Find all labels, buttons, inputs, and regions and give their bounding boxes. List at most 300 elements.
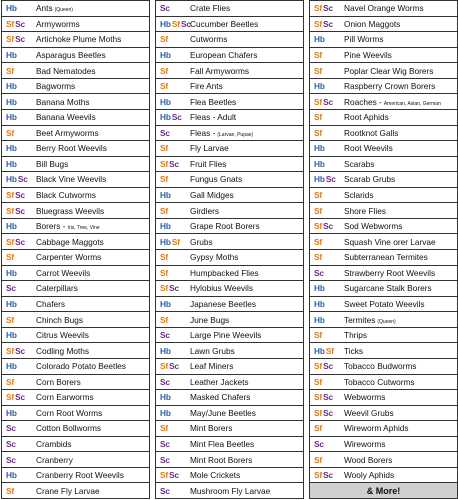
pest-row [310, 359, 457, 375]
pest-row [156, 250, 303, 266]
nematode-code-hb: Hb [160, 392, 171, 403]
pest-name-text: Citrus Weevils [36, 330, 89, 341]
pest-name-text: Root Aphids [344, 112, 389, 123]
nematode-code-hb: Hb [314, 314, 325, 325]
nematode-codes [310, 50, 344, 60]
pest-row [310, 250, 457, 266]
nematode-codes [2, 330, 36, 340]
pest-name [36, 330, 149, 340]
pest-note: (Queen) [377, 318, 396, 325]
pest-name [344, 470, 457, 480]
pest-row [310, 421, 457, 437]
nematode-code-sf: Sf [6, 314, 15, 325]
pest-name [344, 50, 457, 60]
nematode-code-sf: Sf [314, 252, 323, 263]
pest-name-text: Crambids [36, 439, 72, 450]
nematode-code-sc: Sc [325, 174, 336, 185]
pest-name-text: Pill Worms [344, 34, 384, 45]
pest-row [310, 266, 457, 282]
pest-name-text: Armyworms [36, 18, 80, 29]
nematode-code-sf: Sf [6, 205, 15, 216]
nematode-codes [310, 299, 344, 309]
nematode-codes [156, 346, 190, 356]
nematode-code-sc: Sc [323, 407, 334, 418]
pest-row [156, 141, 303, 157]
nematode-code-sf: Sf [160, 174, 169, 185]
pest-name [190, 112, 303, 122]
pest-name-text: Cranberry [36, 454, 73, 465]
nematode-code-sf: Sf [314, 3, 323, 14]
pest-row [156, 17, 303, 33]
pest-name-text: Gypsy Moths [190, 252, 239, 263]
nematode-code-hb: Hb [314, 283, 325, 294]
pest-row [156, 483, 303, 498]
pest-name [344, 112, 457, 122]
nematode-codes [2, 455, 36, 465]
nematode-codes [156, 66, 190, 76]
nematode-code-sc: Sc [15, 236, 26, 247]
pest-name-text: Asparagus Beetles [36, 49, 106, 60]
nematode-codes [156, 361, 190, 371]
pest-name-text: Flea Beetles [190, 96, 237, 107]
nematode-codes [310, 283, 344, 293]
nematode-code-sf: Sf [314, 65, 323, 76]
nematode-codes [2, 34, 36, 44]
nematode-codes [156, 423, 190, 433]
pest-row [2, 266, 149, 282]
nematode-codes [2, 346, 36, 356]
pest-name-text: Wireworm Aphids [344, 423, 409, 434]
nematode-code-sf: Sf [314, 112, 323, 123]
nematode-code-sf: Sf [314, 361, 323, 372]
nematode-codes [2, 299, 36, 309]
pest-row [156, 312, 303, 328]
nematode-code-sf: Sf [314, 49, 323, 60]
nematode-codes [156, 128, 190, 138]
pest-row [2, 281, 149, 297]
pest-row [310, 375, 457, 391]
nematode-code-sc: Sc [160, 127, 170, 138]
pest-name [36, 361, 149, 371]
nematode-codes [2, 50, 36, 60]
nematode-codes [2, 143, 36, 153]
nematode-code-sf: Sf [160, 158, 169, 169]
nematode-code-sc: Sc [6, 454, 16, 465]
nematode-codes [310, 112, 344, 122]
pest-name-text: Leaf Miners [190, 361, 234, 372]
nematode-codes [156, 3, 190, 13]
nematode-code-sc: Sc [323, 96, 334, 107]
pest-name-text: European Chafers [190, 49, 258, 60]
pest-name-text: Codling Moths [36, 345, 90, 356]
pest-row [156, 203, 303, 219]
nematode-code-hb: Hb [6, 267, 17, 278]
pest-name [190, 3, 303, 13]
nematode-codes [310, 81, 344, 91]
pest-name [344, 159, 457, 169]
nematode-codes [310, 66, 344, 76]
pest-name [36, 455, 149, 465]
pest-column-1 [1, 0, 150, 499]
nematode-code-sf: Sf [314, 454, 323, 465]
pest-name [190, 330, 303, 340]
nematode-code-hb: Hb [314, 174, 325, 185]
pest-row [156, 328, 303, 344]
nematode-code-sf: Sf [314, 423, 323, 434]
pest-name [190, 50, 303, 60]
nematode-code-hb: Hb [160, 407, 171, 418]
pest-row [2, 17, 149, 33]
pest-name [36, 486, 149, 496]
nematode-code-sc: Sc [323, 221, 334, 232]
pest-name [190, 206, 303, 216]
pest-name [190, 252, 303, 262]
pest-name [344, 315, 457, 325]
nematode-codes [156, 19, 190, 29]
pest-row [310, 17, 457, 33]
pest-name-text: Wooly Aphids [344, 470, 395, 481]
nematode-codes [310, 470, 344, 480]
pest-row [2, 312, 149, 328]
pest-name [344, 361, 457, 371]
pest-name-text: Corn Earworms [36, 392, 94, 403]
pest-name-text: Raspberry Crown Borers [344, 81, 436, 92]
nematode-codes [2, 19, 36, 29]
nematode-code-sf: Sf [314, 221, 323, 232]
pest-name [36, 81, 149, 91]
pest-name [344, 3, 457, 13]
pest-name [190, 34, 303, 44]
nematode-code-hb: Hb [160, 18, 171, 29]
pest-name [344, 423, 457, 433]
pest-row [2, 32, 149, 48]
nematode-codes [156, 439, 190, 449]
pest-row [156, 359, 303, 375]
pest-row [310, 452, 457, 468]
pest-name [190, 346, 303, 356]
nematode-code-hb: Hb [314, 345, 325, 356]
nematode-code-sc: Sc [169, 158, 180, 169]
nematode-code-hb: Hb [6, 174, 17, 185]
nematode-code-sc: Sc [160, 454, 170, 465]
nematode-codes [156, 377, 190, 387]
pest-name-text: Cotton Bollworms [36, 423, 102, 434]
pest-name-text: Banana Moths [36, 96, 90, 107]
nematode-code-sf: Sf [6, 190, 15, 201]
nematode-codes [2, 81, 36, 91]
pest-row [156, 126, 303, 142]
pest-name [36, 112, 149, 122]
pest-name [344, 299, 457, 309]
pest-row [2, 297, 149, 313]
pest-row [310, 437, 457, 453]
pest-name-text: Mint Flea Beetles [190, 439, 255, 450]
pest-name [344, 439, 457, 449]
pest-row [2, 94, 149, 110]
pest-name [190, 455, 303, 465]
nematode-code-sc: Sc [323, 18, 334, 29]
pest-name-text: Borers - [36, 221, 66, 232]
pest-name-text: Fruit Flies [190, 158, 227, 169]
pest-row [156, 188, 303, 204]
nematode-code-sc: Sc [15, 392, 26, 403]
pest-name [344, 81, 457, 91]
more-label [367, 486, 401, 496]
nematode-code-hb: Hb [6, 298, 17, 309]
nematode-codes [2, 408, 36, 418]
nematode-code-hb: Hb [6, 330, 17, 341]
pest-name-text: Tobacco Cutworms [344, 376, 415, 387]
nematode-code-sf: Sf [160, 361, 169, 372]
nematode-code-sf: Sf [6, 485, 15, 496]
nematode-codes [310, 34, 344, 44]
pest-name-text: Fire Ants [190, 81, 223, 92]
nematode-code-sf: Sf [314, 190, 323, 201]
pest-name-text: Black Cutworms [36, 190, 96, 201]
pest-row [310, 157, 457, 173]
pest-name [190, 377, 303, 387]
pest-name-text: Cranberry Root Weevils [36, 470, 124, 481]
pest-name-text: Lawn Grubs [190, 345, 235, 356]
pest-name-text: Scarabs [344, 158, 375, 169]
pest-name [190, 268, 303, 278]
nematode-codes [2, 3, 36, 13]
nematode-codes [156, 268, 190, 278]
nematode-code-sf: Sf [160, 314, 169, 325]
pest-name-text: Humpbacked Flies [190, 267, 259, 278]
nematode-codes [310, 252, 344, 262]
pest-row [310, 203, 457, 219]
pest-row [310, 1, 457, 17]
pest-name [190, 128, 303, 138]
nematode-codes [2, 283, 36, 293]
pest-name-text: Fungus Gnats [190, 174, 243, 185]
pest-row [310, 79, 457, 95]
pest-name-text: Chinch Bugs [36, 314, 84, 325]
pest-note: (Queen) [54, 7, 73, 14]
nematode-code-sf: Sf [171, 18, 180, 29]
nematode-code-sf: Sf [6, 252, 15, 263]
nematode-code-hb: Hb [160, 236, 171, 247]
pest-name [36, 50, 149, 60]
pest-name [190, 221, 303, 231]
nematode-codes [2, 128, 36, 138]
nematode-codes [310, 346, 344, 356]
pest-name-text: Carrot Weevils [36, 267, 91, 278]
pest-name [36, 252, 149, 262]
nematode-codes [2, 66, 36, 76]
nematode-codes [310, 97, 344, 107]
pest-name-text: Subterranean Termites [344, 252, 428, 263]
nematode-code-hb: Hb [314, 298, 325, 309]
nematode-code-sf: Sf [6, 345, 15, 356]
pest-name [344, 346, 457, 356]
pest-name [344, 34, 457, 44]
pest-row [2, 141, 149, 157]
nematode-code-hb: Hb [6, 112, 17, 123]
pest-name-text: Black Vine Weevils [36, 174, 107, 185]
nematode-codes [2, 315, 36, 325]
pest-name-text: Corn Root Worms [36, 407, 103, 418]
pest-note: American, Asian, German [383, 100, 441, 107]
pest-name [36, 159, 149, 169]
pest-row [156, 79, 303, 95]
pest-name [190, 97, 303, 107]
pest-name [36, 174, 149, 184]
nematode-code-sc: Sc [15, 18, 26, 29]
nematode-code-sf: Sf [314, 392, 323, 403]
pest-name [190, 299, 303, 309]
nematode-code-hb: Hb [6, 49, 17, 60]
pest-name [190, 19, 303, 29]
pest-name-text: Gall Midges [190, 190, 234, 201]
pest-name-text: Sugarcane Stalk Borers [344, 283, 432, 294]
nematode-codes [156, 221, 190, 231]
nematode-codes [156, 455, 190, 465]
pest-row [156, 437, 303, 453]
pest-name-text: Bill Bugs [36, 158, 69, 169]
pest-row [156, 219, 303, 235]
nematode-code-sf: Sf [6, 65, 15, 76]
pest-name-text: Mint Borers [190, 423, 233, 434]
nematode-codes [156, 486, 190, 496]
pest-name-text: Mole Crickets [190, 470, 241, 481]
nematode-code-sf: Sf [160, 65, 169, 76]
nematode-code-sc: Sc [160, 485, 170, 496]
pest-name [190, 470, 303, 480]
pest-name [190, 237, 303, 247]
pest-row [2, 375, 149, 391]
nematode-code-sc: Sc [169, 283, 180, 294]
nematode-codes [156, 252, 190, 262]
nematode-codes [310, 392, 344, 402]
pest-row [310, 406, 457, 422]
pest-name-text: Beet Armyworms [36, 127, 99, 138]
pest-name-text: Cucumber Beetles [190, 18, 259, 29]
pest-row [156, 1, 303, 17]
nematode-codes [2, 112, 36, 122]
pest-column-2 [155, 0, 304, 499]
pest-row [310, 312, 457, 328]
pest-name [190, 408, 303, 418]
nematode-codes [310, 377, 344, 387]
nematode-code-sf: Sf [314, 18, 323, 29]
pest-name [36, 423, 149, 433]
pest-name-text: Mint Root Borers [190, 454, 253, 465]
nematode-codes [2, 392, 36, 402]
nematode-code-hb: Hb [6, 221, 17, 232]
nematode-codes [156, 470, 190, 480]
pest-name [190, 392, 303, 402]
pest-name-text: Rootknot Galls [344, 127, 399, 138]
pest-row [156, 343, 303, 359]
nematode-code-hb: Hb [314, 34, 325, 45]
pest-name [344, 174, 457, 184]
nematode-code-hb: Hb [314, 81, 325, 92]
pest-name-text: Root Weevils [344, 143, 393, 154]
pest-name [36, 19, 149, 29]
pest-name-text: Pine Weevils [344, 49, 392, 60]
nematode-code-sf: Sf [314, 330, 323, 341]
nematode-code-hb: Hb [160, 190, 171, 201]
pest-name [36, 237, 149, 247]
pest-row [2, 110, 149, 126]
pest-name-text: Crane Fly Larvae [36, 485, 100, 496]
nematode-codes [2, 439, 36, 449]
pest-row [156, 234, 303, 250]
pest-name-text: Ants [36, 3, 53, 14]
pest-name-text: Fleas - [190, 127, 216, 138]
pest-name [36, 66, 149, 76]
pest-row [156, 452, 303, 468]
pest-name [344, 19, 457, 29]
pest-name [344, 377, 457, 387]
pest-note: (Larvae, Pupae) [217, 131, 254, 138]
nematode-codes [156, 159, 190, 169]
pest-row [310, 343, 457, 359]
pest-name-text: Grubs [190, 236, 213, 247]
pest-name-text: Weevil Grubs [344, 407, 394, 418]
pest-name-text: Ticks [344, 345, 364, 356]
nematode-codes [156, 315, 190, 325]
pest-name-text: Berry Root Weevils [36, 143, 107, 154]
nematode-codes [2, 190, 36, 200]
pest-name-text: Leather Jackets [190, 376, 249, 387]
pest-name-text: Bluegrass Weevils [36, 205, 105, 216]
pest-row [2, 157, 149, 173]
nematode-codes [156, 408, 190, 418]
pest-name-text: Poplar Clear Wig Borers [344, 65, 434, 76]
nematode-codes [2, 377, 36, 387]
pest-row [310, 468, 457, 484]
pest-note: Iris, Tree, Vine [67, 225, 100, 232]
pest-row [2, 1, 149, 17]
pest-name [344, 143, 457, 153]
nematode-code-sc: Sc [169, 470, 180, 481]
nematode-code-sf: Sf [160, 205, 169, 216]
nematode-codes [2, 252, 36, 262]
pest-name [36, 408, 149, 418]
pest-name-text: Masked Chafers [190, 392, 251, 403]
nematode-code-sf: Sf [314, 236, 323, 247]
pest-name-text: Cutworms [190, 34, 228, 45]
nematode-code-sf: Sf [160, 81, 169, 92]
pest-row [310, 48, 457, 64]
pest-name [36, 221, 149, 231]
nematode-code-sf: Sf [314, 127, 323, 138]
pest-name [344, 190, 457, 200]
nematode-codes [310, 408, 344, 418]
nematode-code-sc: Sc [17, 174, 28, 185]
pest-name-text: Wireworms [344, 439, 386, 450]
pest-row [310, 297, 457, 313]
pest-row [310, 188, 457, 204]
pest-name-text: Colorado Potato Beetles [36, 361, 126, 372]
nematode-code-sf: Sf [6, 376, 15, 387]
pest-name-text: Fly Larvae [190, 143, 229, 154]
pest-name [344, 237, 457, 247]
pest-name [190, 174, 303, 184]
nematode-code-sf: Sf [160, 143, 169, 154]
nematode-codes [310, 3, 344, 13]
pest-name [36, 299, 149, 309]
pest-name-text: Bagworms [36, 81, 76, 92]
nematode-codes [2, 221, 36, 231]
nematode-codes [310, 159, 344, 169]
nematode-code-sf: Sf [6, 127, 15, 138]
nematode-codes [310, 128, 344, 138]
pest-name-text: Sweet Potato Weevils [344, 298, 425, 309]
